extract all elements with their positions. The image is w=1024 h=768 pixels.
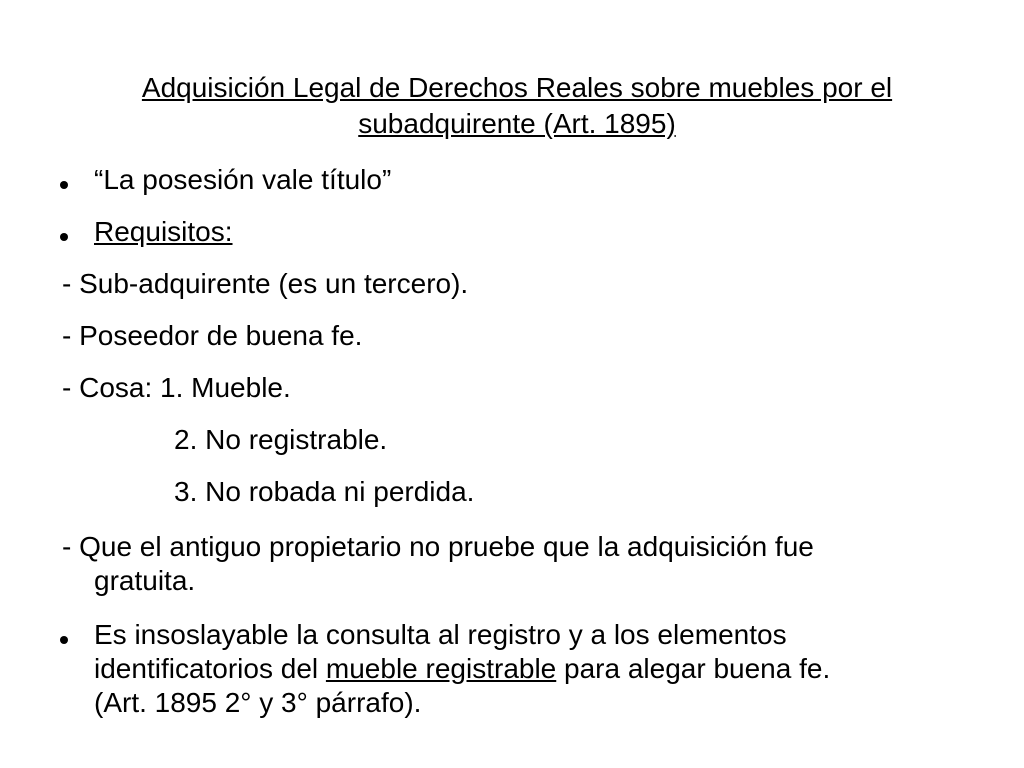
bullet-text-consulta-line-1: Es insoslayable la consulta al registro y a los elementos — [94, 619, 787, 650]
title-line-2: subadquirente (Art. 1895) — [358, 108, 676, 139]
bullet-text-requisitos: Requisitos: — [94, 216, 233, 247]
requisito-cosa: - Cosa: 1. Mueble. — [62, 372, 291, 403]
requisito-subadquirente: - Sub-adquirente (es un tercero). — [62, 268, 469, 299]
bullet-dot — [60, 233, 68, 241]
consulta-line-2-post: para alegar buena fe. — [556, 653, 831, 684]
requisito-antiguo-propietario-line-1: - Que el antiguo propietario no pruebe que la adquisición fue — [62, 531, 814, 562]
bullet-text-consulta-line-3: (Art. 1895 2° y 3° párrafo). — [94, 687, 422, 718]
consulta-line-2-pre: identificatorios del — [94, 653, 326, 684]
bullet-text-posesion: “La posesión vale título” — [94, 164, 392, 195]
slide-title — [60, 70, 974, 142]
mueble-registrable-term: mueble registrable — [325, 653, 557, 684]
requisito-cosa-item-2: 2. No registrable. — [174, 424, 388, 455]
title-line-1: Adquisición Legal de Derechos Reales sobre muebles por el — [141, 72, 893, 103]
requisito-poseedor: - Poseedor de buena fe. — [62, 320, 363, 351]
requisito-cosa-item-3: 3. No robada ni perdida. — [174, 476, 475, 507]
requisito-antiguo-propietario-line-2: gratuita. — [94, 565, 196, 596]
bullet-dot — [60, 181, 68, 189]
bullet-text-consulta-line-2 — [94, 652, 830, 686]
bullet-dot — [60, 636, 68, 644]
